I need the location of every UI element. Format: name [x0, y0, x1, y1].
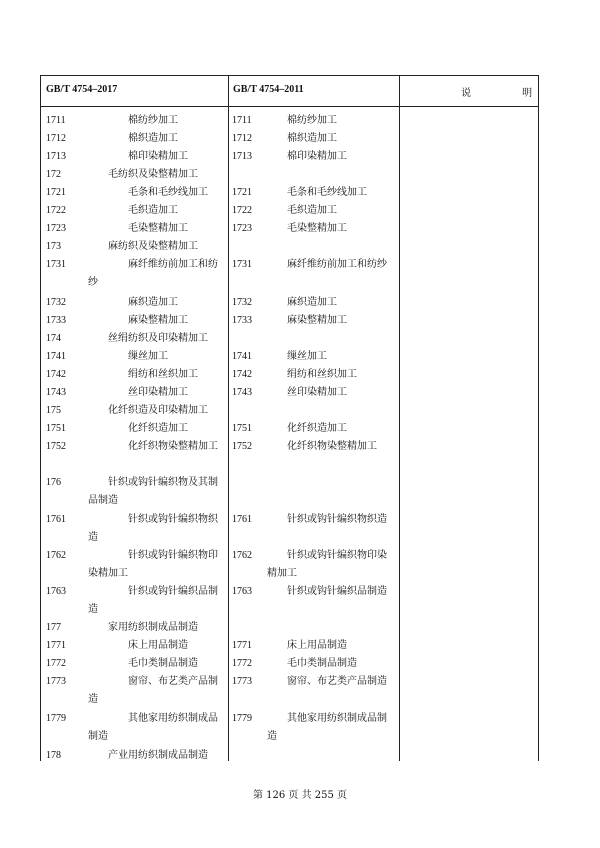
code-2011: 1762	[232, 550, 252, 561]
classification-table	[40, 75, 557, 761]
code-2017: 1743	[46, 387, 66, 398]
name-2017: 毛条和毛纱线加工	[128, 187, 208, 198]
name-2017: 针织或钩针编织物印染精加工	[88, 550, 218, 579]
name-2017: 针织或钩针编织物及其制品制造	[88, 477, 218, 506]
code-2011: 1773	[232, 676, 252, 687]
name-2011: 棉纺纱加工	[287, 115, 337, 126]
name-2011: 针织或钩针编织物印染精加工	[267, 550, 387, 579]
name-2017: 麻纺织及染整精加工	[108, 241, 198, 252]
code-2017: 175	[46, 405, 61, 416]
name-2011: 棉织造加工	[287, 133, 337, 144]
name-2011: 毛巾类制品制造	[287, 658, 357, 669]
code-2011: 1751	[232, 423, 252, 434]
code-2011: 1721	[232, 187, 252, 198]
code-2017: 174	[46, 333, 61, 344]
name-2011: 化纤织物染整精加工	[287, 441, 377, 452]
name-2017: 家用纺织制成品制造	[108, 622, 198, 633]
page-footer: 第 126 页 共 255 页	[252, 790, 348, 801]
name-2017: 窗帘、布艺类产品制造	[88, 676, 218, 705]
name-2011: 化纤织造加工	[287, 423, 347, 434]
code-2011: 1712	[232, 133, 252, 144]
name-2017: 棉印染精加工	[128, 151, 188, 162]
name-2017: 丝印染精加工	[128, 387, 188, 398]
name-2011: 毛织造加工	[287, 205, 337, 216]
code-2017: 1732	[46, 297, 66, 308]
code-2017: 178	[46, 750, 61, 761]
name-2017: 丝绢纺织及印染精加工	[108, 333, 208, 344]
name-2017: 毛纺织及染整精加工	[108, 169, 198, 180]
code-2017: 177	[46, 622, 61, 633]
code-2017: 1761	[46, 514, 66, 525]
code-2017: 172	[46, 169, 61, 180]
name-2011: 毛条和毛纱线加工	[287, 187, 367, 198]
column-divider-note	[399, 76, 400, 761]
name-2017: 针织或钩针编织物织造	[88, 514, 218, 543]
code-2011: 1761	[232, 514, 252, 525]
code-2017: 176	[46, 477, 61, 488]
code-2017: 1712	[46, 133, 66, 144]
name-2011: 窗帘、布艺类产品制造	[287, 676, 387, 687]
code-2017: 1752	[46, 441, 66, 452]
code-2011: 1713	[232, 151, 252, 162]
code-2011: 1711	[232, 115, 252, 126]
code-2017: 1713	[46, 151, 66, 162]
code-2017: 1731	[46, 259, 66, 270]
code-2011: 1779	[232, 713, 252, 724]
code-2017: 1779	[46, 713, 66, 724]
name-2017: 麻织造加工	[128, 297, 178, 308]
code-2017: 1741	[46, 351, 66, 362]
code-2017: 1751	[46, 423, 66, 434]
code-2017: 1771	[46, 640, 66, 651]
code-2017: 1772	[46, 658, 66, 669]
name-2011: 其他家用纺织制成品制造	[267, 713, 387, 742]
name-2011: 棉印染精加工	[287, 151, 347, 162]
header-divider	[41, 106, 538, 107]
name-2017: 化纤织物染整精加工	[128, 441, 218, 452]
code-2011: 1723	[232, 223, 252, 234]
code-2017: 173	[46, 241, 61, 252]
name-2017: 棉织造加工	[128, 133, 178, 144]
code-2011: 1763	[232, 586, 252, 597]
name-2011: 麻纤维纺前加工和纺纱	[287, 259, 387, 270]
code-2017: 1773	[46, 676, 66, 687]
name-2017: 绢纺和丝织加工	[128, 369, 198, 380]
name-2011: 床上用品制造	[287, 640, 347, 651]
name-2011: 针织或钩针编织物织造	[287, 514, 387, 525]
name-2017: 棉纺纱加工	[128, 115, 178, 126]
code-2017: 1763	[46, 586, 66, 597]
name-2011: 麻染整精加工	[287, 315, 347, 326]
code-2011: 1771	[232, 640, 252, 651]
name-2011: 丝印染精加工	[287, 387, 347, 398]
code-2011: 1722	[232, 205, 252, 216]
name-2017: 麻纤维纺前加工和纺纱	[88, 259, 218, 288]
code-2017: 1733	[46, 315, 66, 326]
code-2011: 1772	[232, 658, 252, 669]
code-2017: 1723	[46, 223, 66, 234]
code-2017: 1722	[46, 205, 66, 216]
name-2017: 化纤织造加工	[128, 423, 188, 434]
header-gb-2011: GB/T 4754–2011	[233, 84, 304, 95]
column-divider-2011	[228, 76, 229, 761]
name-2017: 毛染整精加工	[128, 223, 188, 234]
code-2017: 1721	[46, 187, 66, 198]
name-2011: 麻织造加工	[287, 297, 337, 308]
code-2011: 1741	[232, 351, 252, 362]
code-2011: 1731	[232, 259, 252, 270]
name-2017: 麻染整精加工	[128, 315, 188, 326]
name-2017: 产业用纺织制成品制造	[108, 750, 208, 761]
code-2011: 1752	[232, 441, 252, 452]
code-2017: 1742	[46, 369, 66, 380]
code-2011: 1742	[232, 369, 252, 380]
code-2017: 1711	[46, 115, 66, 126]
name-2017: 毛巾类制品制造	[128, 658, 198, 669]
name-2011: 毛染整精加工	[287, 223, 347, 234]
name-2011: 缫丝加工	[287, 351, 327, 362]
name-2017: 床上用品制造	[128, 640, 188, 651]
name-2017: 缫丝加工	[128, 351, 168, 362]
name-2011: 针织或钩针编织品制造	[287, 586, 387, 597]
code-2017: 1762	[46, 550, 66, 561]
name-2017: 毛织造加工	[128, 205, 178, 216]
name-2017: 其他家用纺织制成品制造	[88, 713, 218, 742]
header-note: 说 明	[461, 88, 557, 99]
header-gb-2017: GB/T 4754–2017	[46, 84, 118, 95]
name-2017: 针织或钩针编织品制造	[88, 586, 218, 615]
name-2017: 化纤织造及印染精加工	[108, 405, 208, 416]
code-2011: 1733	[232, 315, 252, 326]
code-2011: 1743	[232, 387, 252, 398]
name-2011: 绢纺和丝织加工	[287, 369, 357, 380]
code-2011: 1732	[232, 297, 252, 308]
